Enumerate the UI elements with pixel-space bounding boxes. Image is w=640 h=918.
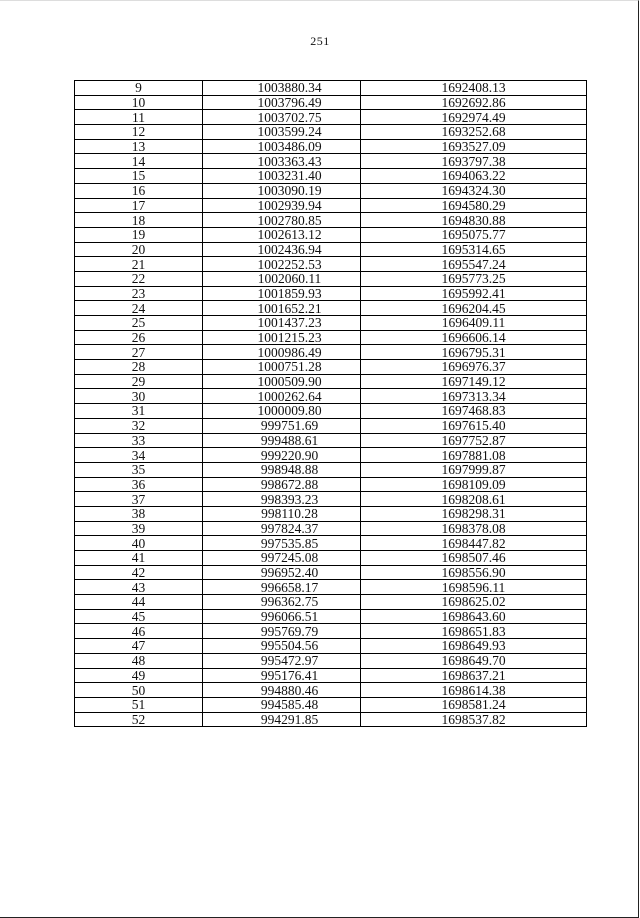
point-number-cell: 34 [75, 448, 203, 463]
table-row [75, 624, 587, 639]
x-coordinate-cell: 995472.97 [203, 653, 361, 668]
point-number-cell: 43 [75, 580, 203, 595]
y-coordinate-cell: 1698625.02 [361, 595, 587, 610]
y-coordinate-cell: 1696606.14 [361, 330, 587, 345]
point-number-cell: 15 [75, 169, 203, 184]
x-coordinate-cell: 996066.51 [203, 609, 361, 624]
table-row [75, 565, 587, 580]
table-row [75, 683, 587, 698]
table-row [75, 595, 587, 610]
point-number-cell: 52 [75, 712, 203, 727]
y-coordinate-cell: 1697999.87 [361, 462, 587, 477]
x-coordinate-cell: 1003486.09 [203, 139, 361, 154]
x-coordinate-cell: 994880.46 [203, 683, 361, 698]
y-coordinate-cell: 1692974.49 [361, 110, 587, 125]
table-row [75, 360, 587, 375]
table-row [75, 668, 587, 683]
y-coordinate-cell: 1692408.13 [361, 81, 587, 96]
x-coordinate-cell: 1002060.11 [203, 271, 361, 286]
point-number-cell: 30 [75, 389, 203, 404]
table-row [75, 536, 587, 551]
y-coordinate-cell: 1697881.08 [361, 448, 587, 463]
table-row [75, 418, 587, 433]
y-coordinate-cell: 1693252.68 [361, 125, 587, 140]
y-coordinate-cell: 1692692.86 [361, 95, 587, 110]
x-coordinate-cell: 1002780.85 [203, 213, 361, 228]
point-number-cell: 21 [75, 257, 203, 272]
table-row [75, 345, 587, 360]
x-coordinate-cell: 1002939.94 [203, 198, 361, 213]
x-coordinate-cell: 1003363.43 [203, 154, 361, 169]
point-number-cell: 24 [75, 301, 203, 316]
x-coordinate-cell: 998672.88 [203, 477, 361, 492]
table-row [75, 404, 587, 419]
table-row [75, 389, 587, 404]
point-number-cell: 17 [75, 198, 203, 213]
y-coordinate-cell: 1698556.90 [361, 565, 587, 580]
table-row [75, 257, 587, 272]
table-row [75, 697, 587, 712]
point-number-cell: 44 [75, 595, 203, 610]
x-coordinate-cell: 1002613.12 [203, 227, 361, 242]
point-number-cell: 45 [75, 609, 203, 624]
x-coordinate-cell: 994585.48 [203, 697, 361, 712]
point-number-cell: 39 [75, 521, 203, 536]
y-coordinate-cell: 1694830.88 [361, 213, 587, 228]
y-coordinate-cell: 1698614.38 [361, 683, 587, 698]
x-coordinate-cell: 1001437.23 [203, 316, 361, 331]
point-number-cell: 35 [75, 462, 203, 477]
point-number-cell: 9 [75, 81, 203, 96]
x-coordinate-cell: 998110.28 [203, 506, 361, 521]
x-coordinate-cell: 996952.40 [203, 565, 361, 580]
point-number-cell: 12 [75, 125, 203, 140]
table-row [75, 712, 587, 727]
y-coordinate-cell: 1698298.31 [361, 506, 587, 521]
point-number-cell: 20 [75, 242, 203, 257]
y-coordinate-cell: 1698581.24 [361, 697, 587, 712]
y-coordinate-cell: 1698507.46 [361, 551, 587, 566]
y-coordinate-cell: 1698651.83 [361, 624, 587, 639]
table-row [75, 433, 587, 448]
x-coordinate-cell: 999488.61 [203, 433, 361, 448]
point-number-cell: 36 [75, 477, 203, 492]
table-row [75, 286, 587, 301]
point-number-cell: 47 [75, 639, 203, 654]
x-coordinate-cell: 998393.23 [203, 492, 361, 507]
y-coordinate-cell: 1698208.61 [361, 492, 587, 507]
table-row [75, 198, 587, 213]
x-coordinate-cell: 1001652.21 [203, 301, 361, 316]
x-coordinate-cell: 997824.37 [203, 521, 361, 536]
table-row [75, 639, 587, 654]
table-row [75, 169, 587, 184]
point-number-cell: 48 [75, 653, 203, 668]
point-number-cell: 26 [75, 330, 203, 345]
point-number-cell: 49 [75, 668, 203, 683]
x-coordinate-cell: 1002252.53 [203, 257, 361, 272]
point-number-cell: 42 [75, 565, 203, 580]
point-number-cell: 16 [75, 183, 203, 198]
table-row [75, 609, 587, 624]
y-coordinate-cell: 1697313.34 [361, 389, 587, 404]
table-row [75, 551, 587, 566]
page-number: 251 [310, 34, 330, 48]
x-coordinate-cell: 997245.08 [203, 551, 361, 566]
y-coordinate-cell: 1698649.70 [361, 653, 587, 668]
table-row [75, 81, 587, 96]
table-row [75, 125, 587, 140]
y-coordinate-cell: 1698378.08 [361, 521, 587, 536]
y-coordinate-cell: 1698109.09 [361, 477, 587, 492]
point-number-cell: 32 [75, 418, 203, 433]
x-coordinate-cell: 1003796.49 [203, 95, 361, 110]
coordinates-table [74, 80, 587, 727]
x-coordinate-cell: 1000009.80 [203, 404, 361, 419]
y-coordinate-cell: 1698649.93 [361, 639, 587, 654]
y-coordinate-cell: 1695992.41 [361, 286, 587, 301]
table-row [75, 183, 587, 198]
x-coordinate-cell: 1001215.23 [203, 330, 361, 345]
table-row [75, 139, 587, 154]
y-coordinate-cell: 1695547.24 [361, 257, 587, 272]
point-number-cell: 33 [75, 433, 203, 448]
table-row [75, 492, 587, 507]
x-coordinate-cell: 1003702.75 [203, 110, 361, 125]
y-coordinate-cell: 1696795.31 [361, 345, 587, 360]
table-row [75, 271, 587, 286]
y-coordinate-cell: 1698596.11 [361, 580, 587, 595]
y-coordinate-cell: 1694324.30 [361, 183, 587, 198]
point-number-cell: 51 [75, 697, 203, 712]
table-row [75, 242, 587, 257]
y-coordinate-cell: 1695075.77 [361, 227, 587, 242]
x-coordinate-cell: 1000986.49 [203, 345, 361, 360]
x-coordinate-cell: 999220.90 [203, 448, 361, 463]
x-coordinate-cell: 1003231.40 [203, 169, 361, 184]
point-number-cell: 11 [75, 110, 203, 125]
table-row [75, 653, 587, 668]
table-row [75, 330, 587, 345]
table-row [75, 95, 587, 110]
point-number-cell: 23 [75, 286, 203, 301]
point-number-cell: 50 [75, 683, 203, 698]
x-coordinate-cell: 995769.79 [203, 624, 361, 639]
point-number-cell: 10 [75, 95, 203, 110]
x-coordinate-cell: 998948.88 [203, 462, 361, 477]
x-coordinate-cell: 996362.75 [203, 595, 361, 610]
table-row [75, 301, 587, 316]
point-number-cell: 27 [75, 345, 203, 360]
table-body [75, 81, 587, 727]
y-coordinate-cell: 1697615.40 [361, 418, 587, 433]
point-number-cell: 14 [75, 154, 203, 169]
x-coordinate-cell: 1001859.93 [203, 286, 361, 301]
x-coordinate-cell: 995504.56 [203, 639, 361, 654]
table-row [75, 213, 587, 228]
table-row [75, 154, 587, 169]
y-coordinate-cell: 1695773.25 [361, 271, 587, 286]
x-coordinate-cell: 997535.85 [203, 536, 361, 551]
table-row [75, 580, 587, 595]
y-coordinate-cell: 1694580.29 [361, 198, 587, 213]
point-number-cell: 41 [75, 551, 203, 566]
y-coordinate-cell: 1697752.87 [361, 433, 587, 448]
y-coordinate-cell: 1696204.45 [361, 301, 587, 316]
y-coordinate-cell: 1698447.82 [361, 536, 587, 551]
table-row [75, 477, 587, 492]
y-coordinate-cell: 1698637.21 [361, 668, 587, 683]
point-number-cell: 46 [75, 624, 203, 639]
point-number-cell: 29 [75, 374, 203, 389]
point-number-cell: 19 [75, 227, 203, 242]
table-row [75, 227, 587, 242]
point-number-cell: 13 [75, 139, 203, 154]
table-row [75, 316, 587, 331]
point-number-cell: 31 [75, 404, 203, 419]
y-coordinate-cell: 1698643.60 [361, 609, 587, 624]
x-coordinate-cell: 995176.41 [203, 668, 361, 683]
y-coordinate-cell: 1697149.12 [361, 374, 587, 389]
x-coordinate-cell: 999751.69 [203, 418, 361, 433]
x-coordinate-cell: 1003090.19 [203, 183, 361, 198]
x-coordinate-cell: 1003599.24 [203, 125, 361, 140]
point-number-cell: 25 [75, 316, 203, 331]
y-coordinate-cell: 1696976.37 [361, 360, 587, 375]
table-row [75, 462, 587, 477]
y-coordinate-cell: 1694063.22 [361, 169, 587, 184]
table-row [75, 448, 587, 463]
x-coordinate-cell: 1000509.90 [203, 374, 361, 389]
x-coordinate-cell: 996658.17 [203, 580, 361, 595]
point-number-cell: 37 [75, 492, 203, 507]
y-coordinate-cell: 1698537.82 [361, 712, 587, 727]
y-coordinate-cell: 1693797.38 [361, 154, 587, 169]
y-coordinate-cell: 1696409.11 [361, 316, 587, 331]
y-coordinate-cell: 1695314.65 [361, 242, 587, 257]
table-row [75, 110, 587, 125]
point-number-cell: 18 [75, 213, 203, 228]
x-coordinate-cell: 1003880.34 [203, 81, 361, 96]
y-coordinate-cell: 1693527.09 [361, 139, 587, 154]
table-row [75, 521, 587, 536]
x-coordinate-cell: 1000751.28 [203, 360, 361, 375]
point-number-cell: 28 [75, 360, 203, 375]
point-number-cell: 38 [75, 506, 203, 521]
point-number-cell: 22 [75, 271, 203, 286]
y-coordinate-cell: 1697468.83 [361, 404, 587, 419]
x-coordinate-cell: 994291.85 [203, 712, 361, 727]
point-number-cell: 40 [75, 536, 203, 551]
table-row [75, 374, 587, 389]
table-row [75, 506, 587, 521]
x-coordinate-cell: 1002436.94 [203, 242, 361, 257]
x-coordinate-cell: 1000262.64 [203, 389, 361, 404]
